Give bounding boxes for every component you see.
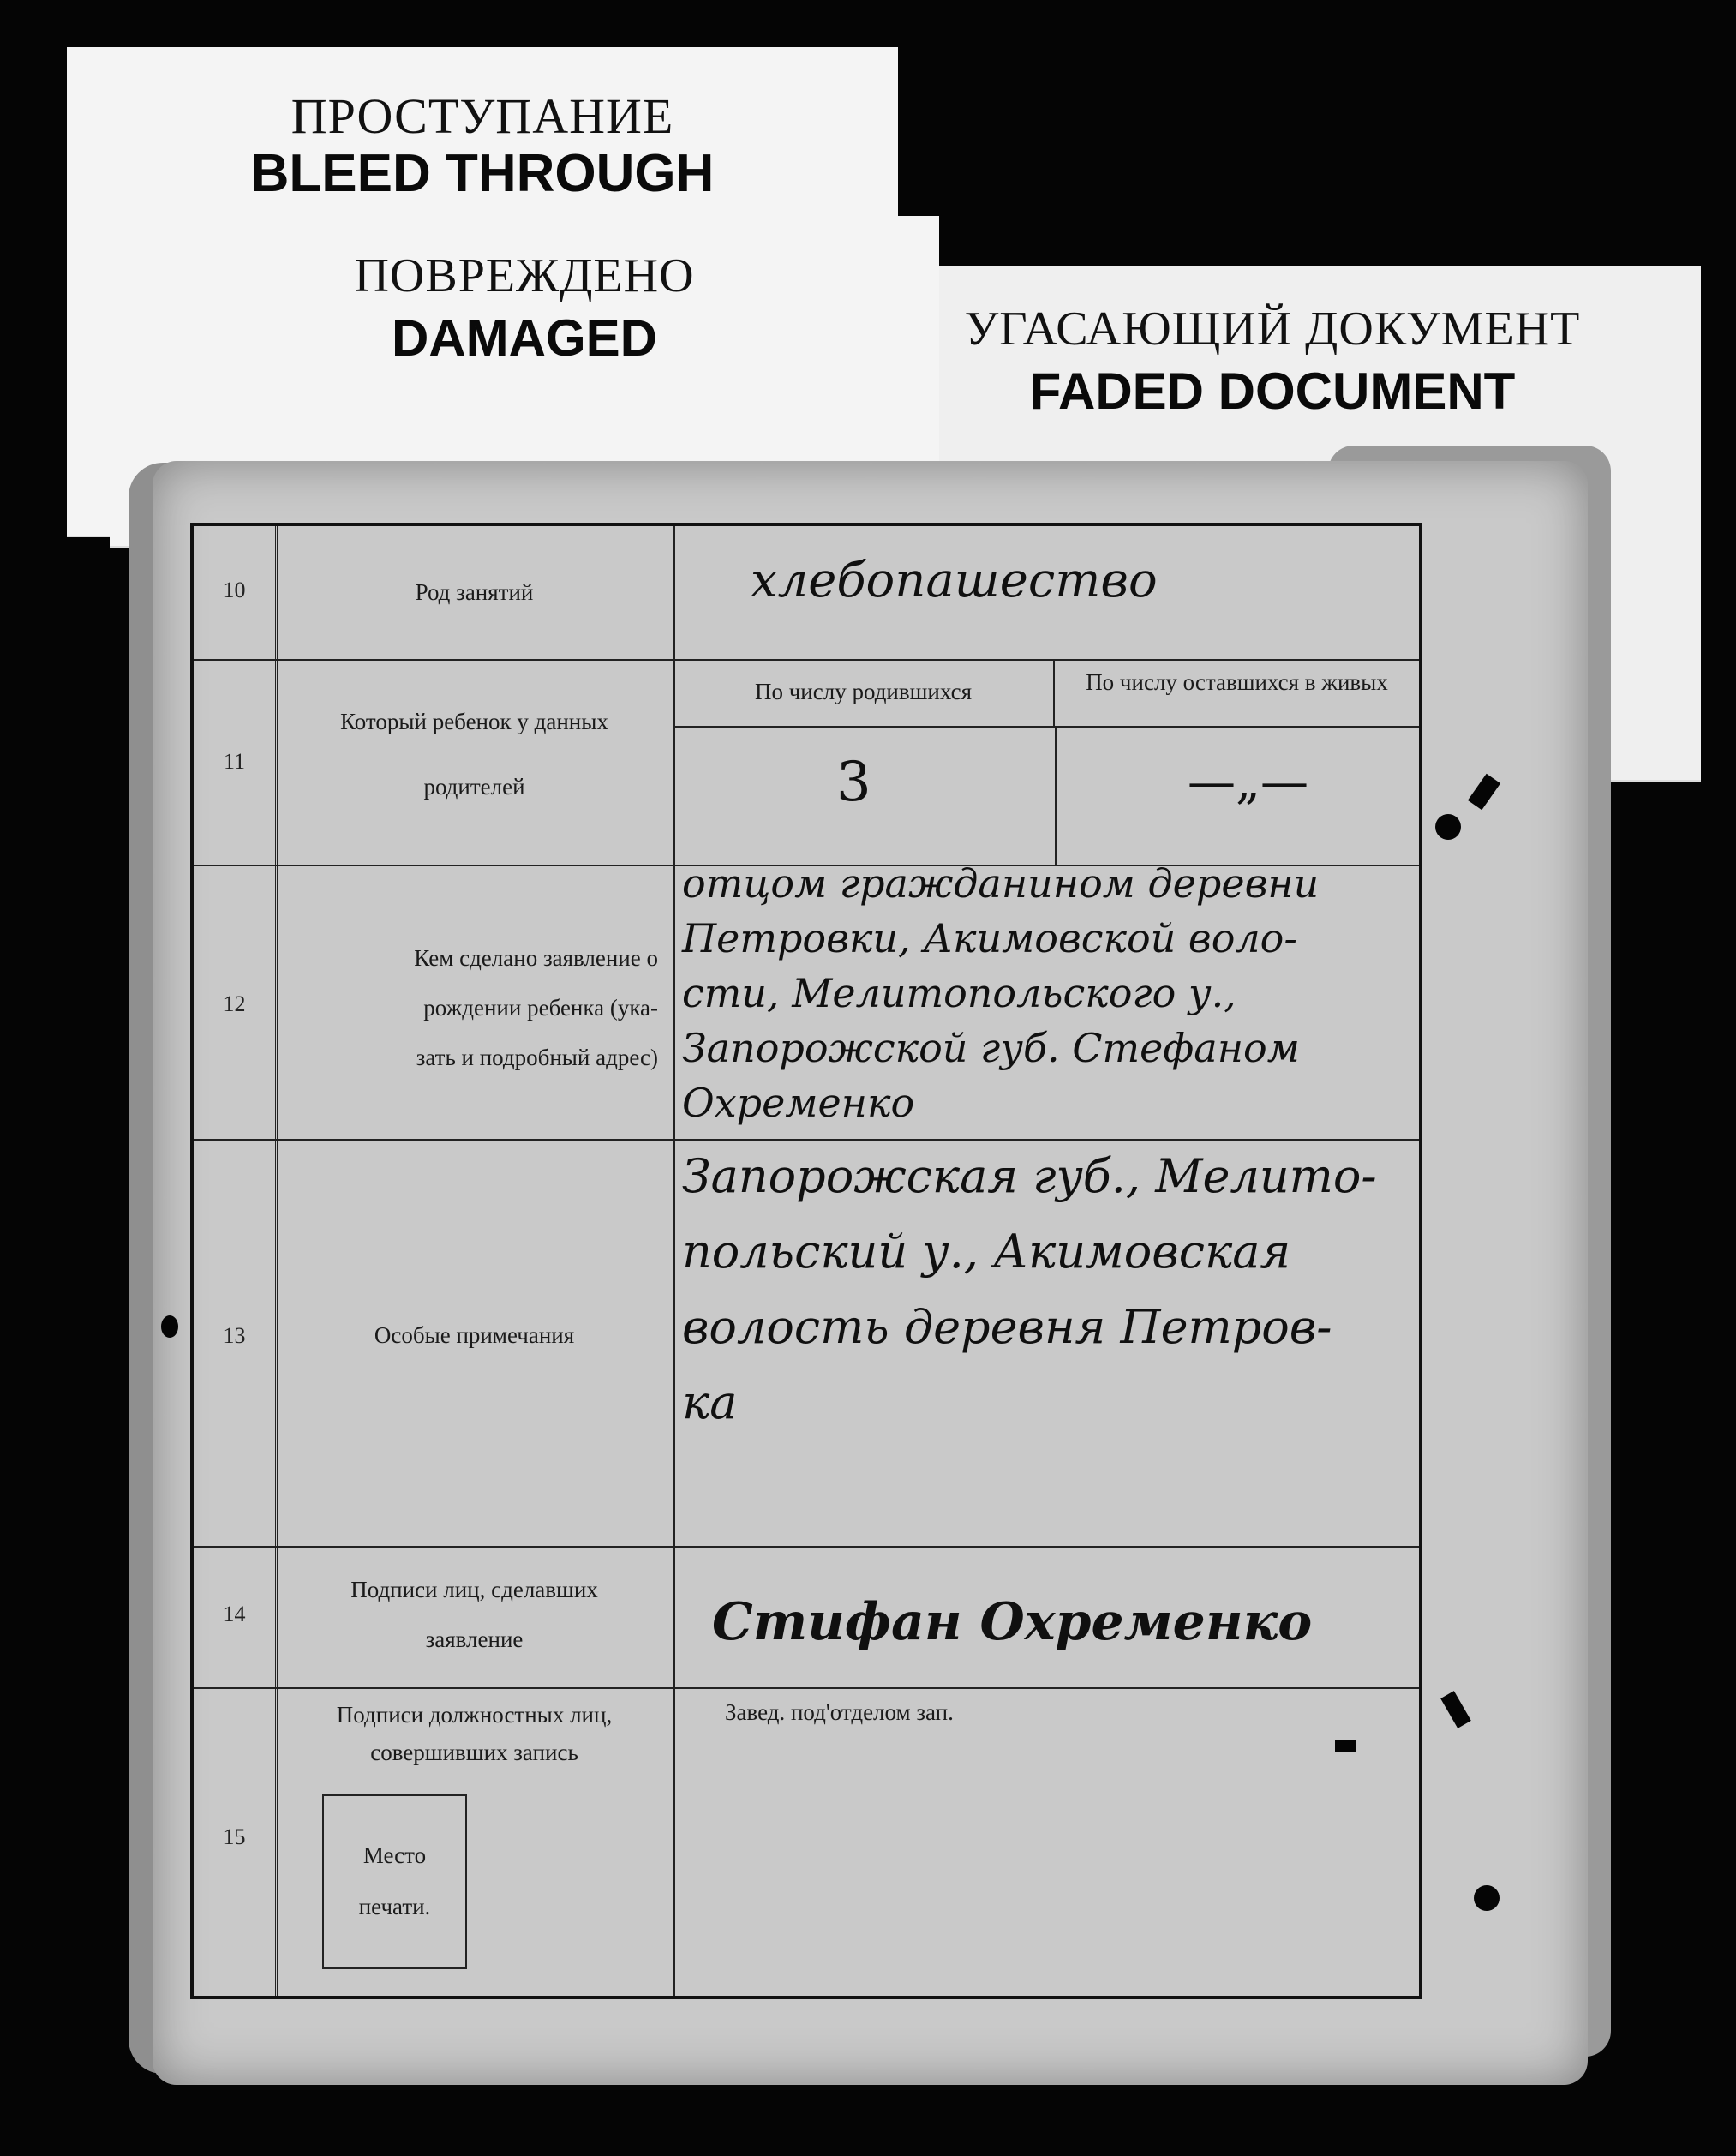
declarant-label-3: зать и подробный адрес)	[416, 1045, 658, 1070]
declarant-line: отцом гражданином деревни	[682, 860, 1320, 907]
row-number: 10	[223, 578, 246, 602]
row-number: 14	[223, 1602, 246, 1626]
form-row-12	[194, 860, 1419, 1141]
registrar-label: Завед. под'отделом зап.	[725, 1699, 954, 1725]
occupation-label: Род занятий	[415, 579, 534, 605]
faded-document-ru: УГАСАЮЩИЙ ДОКУМЕНТ	[964, 302, 1581, 356]
declarant-signature: Стифан Охременко	[712, 1592, 1313, 1652]
official-signatures-label-2: совершивших запись	[370, 1740, 578, 1765]
declarant-signatures-label: Подписи лиц, сделавших	[350, 1577, 598, 1602]
notes-line: ка	[682, 1375, 738, 1429]
child-order-label: Который ребенок у данных	[340, 709, 608, 734]
born-count-header: По числу родившихся	[673, 659, 1055, 728]
seal-place-label: Место	[362, 1842, 427, 1868]
living-count-value: —„—	[1188, 754, 1309, 810]
declarant-line: Запорожской губ. Стефаном	[682, 1025, 1300, 1071]
row-number: 11	[223, 749, 246, 774]
row-number: 15	[223, 1824, 246, 1849]
row-number: 12	[223, 991, 246, 1016]
declarant-line: сти, Мелитопольского у.,	[682, 970, 1236, 1016]
declarant-label: Кем сделано заявление о	[414, 945, 658, 971]
born-count-value: 3	[836, 751, 871, 814]
form-row-10	[194, 526, 1419, 661]
child-order-label-2: родителей	[423, 774, 525, 800]
notes-line: польский у., Акимовская	[682, 1225, 1291, 1279]
punch-hole	[1474, 1885, 1500, 1911]
notes-line: Запорожская губ., Мелито-	[682, 1149, 1377, 1203]
notes-label: Особые примечания	[374, 1322, 575, 1348]
bleed-through-en: BLEED THROUGH	[250, 144, 715, 203]
declarant-signatures-label-2: заявление	[425, 1626, 524, 1652]
living-count-header: По числу оставшихся в живых	[1055, 659, 1419, 728]
form-row-15	[194, 1687, 1419, 1996]
declarant-line: Охременко	[682, 1080, 915, 1126]
official-signatures-label: Подписи должностных лиц,	[336, 1702, 613, 1728]
declarant-line: Петровки, Акимовской воло-	[682, 915, 1297, 961]
form-row-14	[194, 1546, 1419, 1689]
notes-value	[682, 1139, 1377, 1440]
declarant-label-2: рождении ребенка (ука-	[423, 995, 658, 1021]
faded-document-en: FADED DOCUMENT	[1029, 362, 1516, 420]
damaged-en: DAMAGED	[392, 309, 657, 367]
punch-hole	[1435, 814, 1461, 840]
punch-hole	[161, 1315, 178, 1338]
form-row-13	[194, 1139, 1419, 1548]
damaged-ru: ПОВРЕЖДЕНО	[354, 249, 695, 302]
row-number: 13	[223, 1323, 246, 1348]
seal-place-box	[322, 1794, 467, 1969]
seal-place-label-2: печати.	[358, 1894, 431, 1919]
occupation-value: хлебопашество	[751, 553, 1158, 608]
bleed-through-ru: ПРОСТУПАНИЕ	[290, 88, 674, 144]
notes-line: волость деревня Петров-	[682, 1300, 1332, 1354]
birth-record-form	[190, 523, 1422, 1999]
form-row-11	[194, 659, 1419, 866]
declarant-value	[682, 856, 1319, 1130]
